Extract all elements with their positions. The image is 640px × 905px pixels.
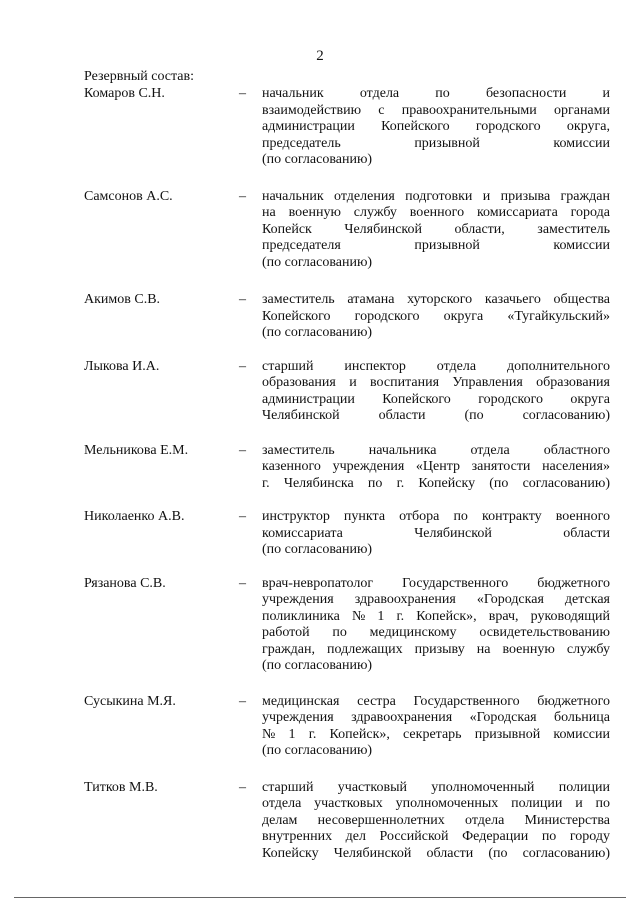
member-position [262,509,610,559]
position-line: г. Челябинска по г. Копейску (по согласованию) [262,475,610,491]
position-line: председатель призывной комиссии [262,135,610,151]
position-line: поликлиника № 1 г. Копейск», врач, руководящий [262,608,610,624]
position-line: взаимодействию с правоохранительными органами [262,102,610,118]
member-name: Самсонов А.С. [84,188,173,204]
position-line: на военную службу военного комиссариата города [262,205,610,220]
position-line: учреждения здравоохранения «Городская больница [262,710,610,725]
position-line: делам несовершеннолетних отдела Министерства [262,812,610,828]
member-position [262,443,610,493]
position-line: Челябинской области (по согласованию) [262,408,610,423]
position-line: (по согласованию) [262,254,373,270]
member-name: Мельникова Е.М. [84,442,189,458]
position-line: учреждения здравоохранения «Городская детская [262,592,610,607]
dash-separator: – [239,509,246,524]
position-line: казенного учреждения «Центр занятости населения» [262,459,610,474]
position-line: заместитель начальника отдела областного [262,442,610,458]
position-line: начальник отдела по безопасности и [262,86,610,101]
position-line: отдела участковых уполномоченных полиции и по [262,796,610,811]
member-name: Рязанова С.В. [84,575,166,591]
member-entry [84,509,610,559]
position-line: (по согласованию) [262,152,373,167]
position-line: внутренних дел Российской Федерации по городу [262,829,610,844]
member-name: Сусыкина М.Я. [84,693,176,709]
position-line: (по согласованию) [262,542,373,557]
position-line: (по согласованию) [262,658,373,673]
member-entry [84,780,610,863]
member-position [262,694,610,760]
member-entry [84,86,610,169]
position-line: образования и воспитания Управления образования [262,375,610,390]
member-name: Титков М.В. [84,779,158,795]
position-line: старший участковый уполномоченный полиции [262,779,610,795]
dash-separator: – [239,442,246,458]
member-entry [84,359,610,425]
position-line: администрации Копейского городского округа [262,391,610,407]
position-line: (по согласованию) [262,743,373,758]
position-line: работой по медицинскому освидетельствованию [262,625,610,640]
page-number: 2 [316,48,324,64]
member-position [262,780,610,863]
position-line: председателя призывной комиссии [262,238,610,253]
position-line: инструктор пункта отбора по контракту военного [262,509,610,524]
dash-separator: – [239,358,246,374]
member-entry [84,694,610,760]
member-position [262,576,610,675]
dash-separator: – [239,86,246,101]
position-line: комиссариата Челябинской области [262,525,610,541]
member-position [262,86,610,169]
member-name: Акимов С.В. [84,292,161,307]
section-heading: Резервный состав: [84,69,195,84]
member-name: Лыкова И.А. [84,358,160,374]
member-position [262,189,610,272]
dash-separator: – [239,292,246,307]
member-entry [84,443,610,493]
dash-separator: – [239,188,246,204]
position-line: администрации Копейского городского округа, [262,119,610,134]
position-line: Копейск Челябинской области, заместитель [262,221,610,237]
dash-separator: – [239,779,246,795]
position-line: старший инспектор отдела дополнительного [262,358,610,374]
position-line: медицинская сестра Государственного бюджетного [262,693,610,709]
member-name: Николаенко А.В. [84,509,185,524]
position-line: начальник отделения подготовки и призыва граждан [262,188,610,204]
position-line: граждан, подлежащих призыву на военную службу [262,641,610,657]
member-entry [84,292,610,342]
member-entry [84,576,610,675]
member-list [84,86,610,862]
member-name: Комаров С.Н. [84,86,165,101]
position-line: Копейского городского округа «Тугайкульский» [262,308,610,324]
position-line: врач-невропатолог Государственного бюджетного [262,575,610,591]
member-entry [84,189,610,272]
position-line: Копейску Челябинской области (по согласованию) [262,845,610,861]
position-line: заместитель атамана хуторского казачьего общества [262,292,610,307]
position-line: (по согласованию) [262,325,373,340]
dash-separator: – [239,693,246,709]
member-position [262,359,610,425]
member-position [262,292,610,342]
bottom-divider [14,897,626,898]
position-line: № 1 г. Копейск», секретарь призывной комиссии [262,726,610,742]
dash-separator: – [239,575,246,591]
